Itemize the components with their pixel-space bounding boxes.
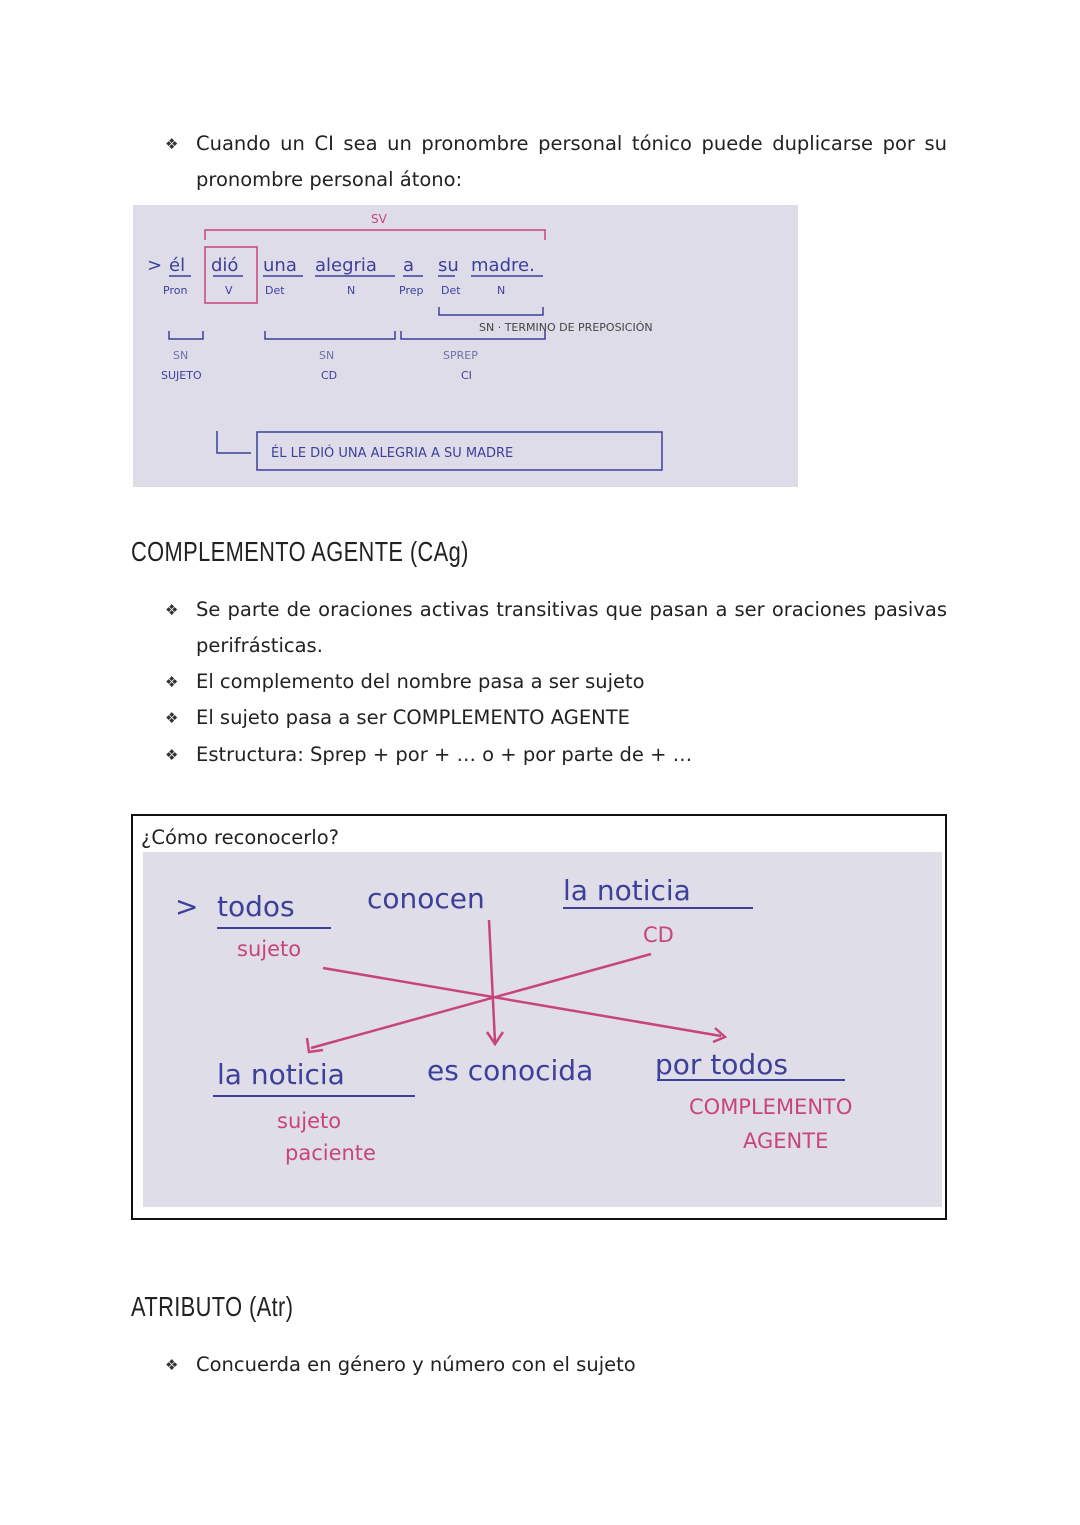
- diamond-bullet-icon: ❖: [165, 746, 179, 764]
- bullet-item: [165, 592, 947, 664]
- bullet-item: [165, 664, 947, 700]
- syntax-diagram-image: [133, 205, 798, 487]
- group-function: CI: [461, 369, 472, 382]
- arrow-mark: >: [175, 890, 199, 923]
- bullet-item: [165, 1347, 947, 1383]
- arrow-mark: >: [147, 255, 163, 276]
- cd-label: CD: [643, 923, 674, 947]
- word: madre.: [471, 255, 535, 276]
- bullet-text: Concuerda en género y número con el sujeto: [196, 1353, 636, 1376]
- passive-subject: la noticia: [217, 1058, 345, 1091]
- section-heading: COMPLEMENTO AGENTE (CAg): [131, 536, 469, 567]
- tag: N: [497, 284, 506, 297]
- diamond-bullet-icon: ❖: [165, 673, 179, 691]
- tag: Pron: [163, 284, 188, 297]
- active-object: la noticia: [563, 874, 691, 907]
- agente-label: COMPLEMENTO: [689, 1095, 853, 1119]
- tag: Det: [265, 284, 285, 297]
- group-function: CD: [321, 369, 338, 382]
- passive-agent: por todos: [655, 1048, 788, 1081]
- word: alegria: [315, 255, 377, 276]
- word: una: [263, 255, 297, 276]
- diamond-bullet-icon: ❖: [165, 601, 179, 619]
- word: su: [438, 255, 459, 276]
- tag: Det: [441, 284, 461, 297]
- subject-label: sujeto: [237, 937, 302, 961]
- group-function: SUJETO: [161, 369, 202, 382]
- bullet-item: [165, 737, 947, 773]
- group-label: SN: [319, 349, 335, 362]
- example-box: [131, 814, 947, 1220]
- word: él: [169, 255, 186, 276]
- active-subject: todos: [217, 890, 295, 923]
- sujeto-paciente-label: sujeto: [277, 1109, 342, 1133]
- passive-diagram-image: [143, 852, 942, 1207]
- bullet-text: Estructura: Sprep + por + … o + por parte de + …: [196, 743, 693, 766]
- group-label: SPREP: [443, 349, 478, 362]
- agente-label: AGENTE: [743, 1129, 829, 1153]
- bullet-text: El sujeto pasa a ser COMPLEMENTO AGENTE: [196, 706, 630, 729]
- sv-label: SV: [371, 212, 387, 226]
- box-label: ¿Cómo reconocerlo?: [141, 826, 339, 849]
- bullet-item: [165, 126, 947, 198]
- bullet-text: Cuando un CI sea un pronombre personal tónico puede duplicarse por su pronombre personal átono:: [196, 132, 947, 191]
- tag: N: [347, 284, 356, 297]
- passive-verb: es conocida: [427, 1054, 594, 1087]
- diamond-bullet-icon: ❖: [165, 135, 179, 153]
- sujeto-paciente-label: paciente: [285, 1141, 376, 1165]
- diamond-bullet-icon: ❖: [165, 1356, 179, 1374]
- active-verb: conocen: [367, 882, 485, 915]
- tag: Prep: [399, 284, 424, 297]
- sn-term-label: SN · TERMINO DE PREPOSICIÓN: [479, 321, 653, 334]
- section-heading: ATRIBUTO (Atr): [131, 1291, 294, 1322]
- word: a: [403, 255, 415, 276]
- bullet-item: [165, 700, 947, 736]
- bullet-text: El complemento del nombre pasa a ser sujeto: [196, 670, 645, 693]
- bullet-text: Se parte de oraciones activas transitivas que pasan a ser oraciones pasivas perifrásticas.: [196, 598, 947, 657]
- diamond-bullet-icon: ❖: [165, 709, 179, 727]
- result-sentence: ÉL LE DIÓ UNA ALEGRIA A SU MADRE: [271, 446, 514, 461]
- group-label: SN: [173, 349, 189, 362]
- tag: V: [225, 284, 233, 297]
- word: dió: [211, 255, 239, 276]
